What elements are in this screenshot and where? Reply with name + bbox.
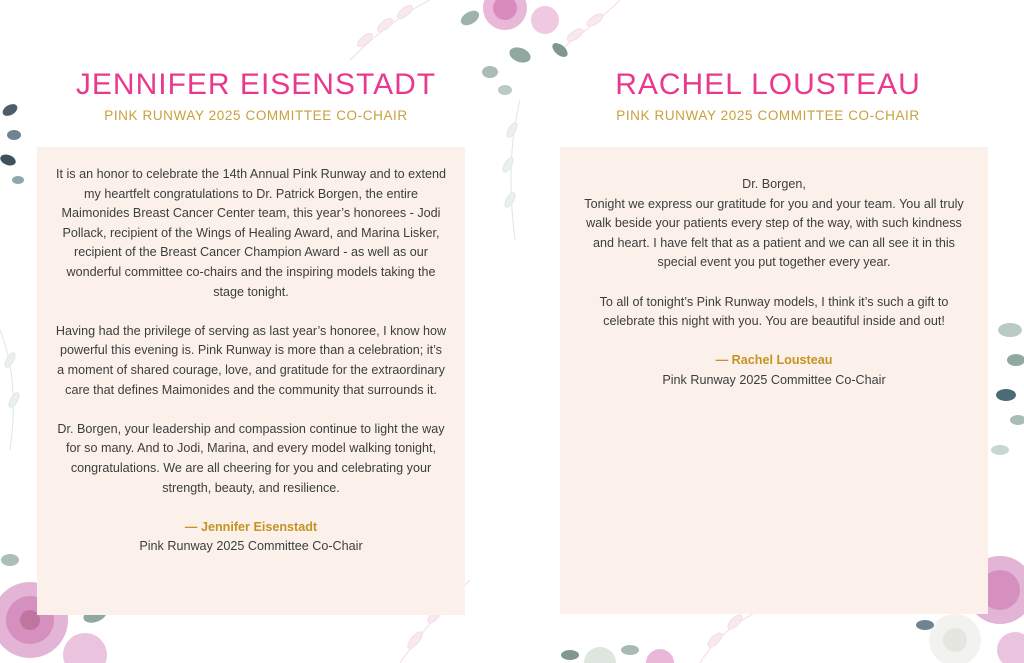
left-signature-name: — Jennifer Eisenstadt — [184, 519, 318, 534]
right-page — [512, 0, 1024, 663]
right-signature-name: — Rachel Lousteau — [715, 353, 833, 368]
right-paragraph-1: Tonight we express our gratitude for you and your team. You all truly walk beside your patients every step of the way, with such kindness and heart. I have felt that as a patient and we can all see it in this special event you put together every year. — [584, 196, 964, 270]
left-subtitle: PINK RUNWAY 2025 COMMITTEE CO-CHAIR — [104, 108, 408, 123]
right-letter-body — [560, 147, 988, 614]
right-signature-role: Pink Runway 2025 Committee Co-Chair — [662, 372, 886, 387]
right-paragraph-2: To all of tonight’s Pink Runway models, I think it’s such a gift to celebrate this night with you. You are beautiful inside and out! — [599, 294, 949, 329]
left-title: JENNIFER EISENSTADT — [75, 68, 437, 101]
left-paragraph-3: Dr. Borgen, your leadership and compassion continue to light the way for so many. And to Jodi, Marina, and every model walking tonight, congratulations. We are all cheering for you and celebrating your strength, beauty, and resilience. — [57, 421, 445, 495]
right-title: RACHEL LOUSTEAU — [615, 68, 921, 101]
left-signature-role: Pink Runway 2025 Committee Co-Chair — [139, 539, 363, 554]
left-letter-body — [37, 147, 465, 615]
right-salutation: Dr. Borgen, — [742, 177, 806, 191]
left-paragraph-2: Having had the privilege of serving as last year’s honoree, I know how powerful this evening is. Pink Runway is more than a celebration; it’s a moment of shared courage, love, and gratitude for the extraordinary care that defines Maimonides and the community that surrounds it. — [55, 323, 447, 397]
left-paragraph-1: It is an honor to celebrate the 14th Annual Pink Runway and to extend my heartfelt congratulations to Dr. Patrick Borgen, the entire Maimonides Breast Cancer Center team, this year’s honorees - Jodi Pollack, recipient of the Wings of Healing Award, and Marina Lisker, recipient of the Breast Cancer Champion Award - as well as our wonderful committee co-chairs and the inspiring models taking the stage tonight. — [56, 167, 446, 299]
right-letter-card — [560, 147, 988, 614]
right-subtitle: PINK RUNWAY 2025 COMMITTEE CO-CHAIR — [616, 108, 920, 123]
left-letter-card — [37, 147, 465, 615]
